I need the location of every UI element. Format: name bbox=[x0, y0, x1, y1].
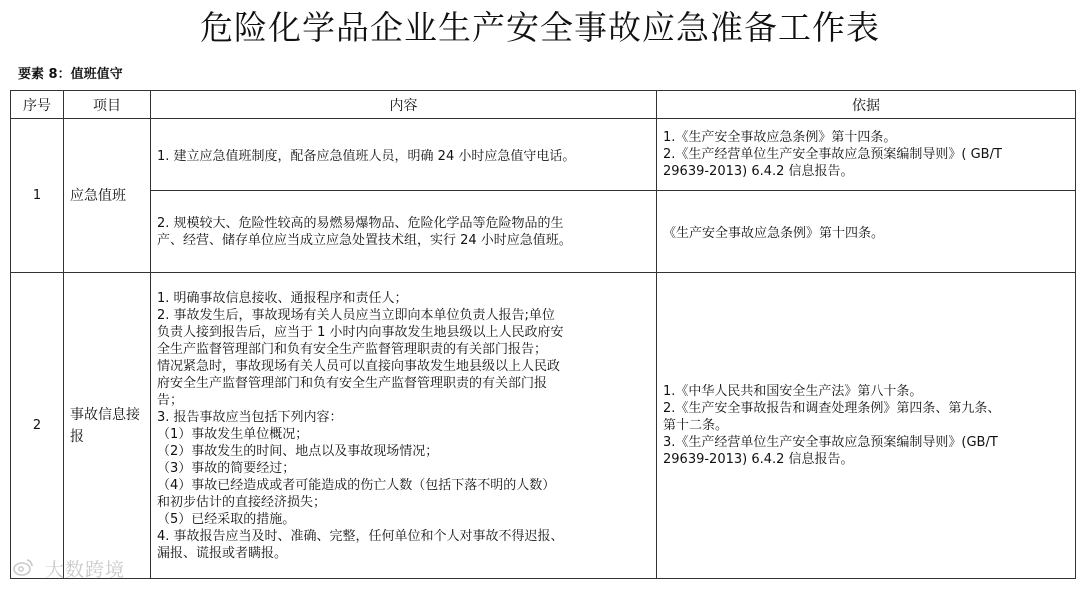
content-line: 负责人接到报告后，应当于 1 小时内向事故发生地县级以上人民政府安 bbox=[157, 324, 564, 340]
header-content: 内容 bbox=[151, 91, 657, 119]
table-header-row bbox=[11, 91, 1076, 119]
content-line: 3. 报告事故应当包括下列内容： bbox=[157, 409, 343, 425]
weibo-icon bbox=[12, 558, 34, 581]
row-1-item: 应急值班 bbox=[64, 119, 151, 273]
row-1-basis-2: 《生产安全事故应急条例》第十四条。 bbox=[657, 191, 1076, 273]
content-line: （3）事故的简要经过； bbox=[157, 460, 296, 476]
content-line: 和初步估计的直接经济损失； bbox=[157, 494, 327, 510]
content-line: （2）事故发生的时间、地点以及事故现场情况； bbox=[157, 443, 439, 459]
content-line: 4. 事故报告应当及时、准确、完整，任何单位和个人对事故不得迟报、 bbox=[157, 528, 564, 544]
header-no: 序号 bbox=[11, 91, 64, 119]
basis-line: 第十二条。 bbox=[663, 418, 729, 433]
row-2-basis bbox=[657, 273, 1076, 579]
content-line: （5）已经采取的措施。 bbox=[157, 511, 296, 527]
content-line: 情况紧急时，事故现场有关人员可以直接向事故发生地县级以上人民政 bbox=[157, 358, 561, 374]
content-line: 全生产监督管理部门和负有安全生产监督管理职责的有关部门报告； bbox=[157, 341, 548, 357]
row-2-content bbox=[151, 273, 657, 579]
content-line: 告； bbox=[157, 392, 184, 408]
basis-line: 29639-2013) 6.4.2 信息报告。 bbox=[663, 452, 854, 467]
content-line: （1）事故发生单位概况； bbox=[157, 426, 309, 442]
basis-line: 2.《生产经营单位生产安全事故应急预案编制导则》( GB/T bbox=[663, 147, 1002, 162]
content-line: 漏报、谎报或者瞒报。 bbox=[157, 545, 288, 561]
content-line: 2. 规模较大、危险性较高的易燃易爆物品、危险化学品等危险物品的生 bbox=[157, 215, 564, 231]
basis-line: 29639-2013) 6.4.2 信息报告。 bbox=[663, 164, 854, 179]
basis-line: 1.《生产安全事故应急条例》第十四条。 bbox=[663, 130, 897, 145]
row-2-item: 事故信息接报 bbox=[64, 273, 151, 579]
content-line: 1. 明确事故信息接收、通报程序和责任人； bbox=[157, 290, 408, 306]
page-title: 危险化学品企业生产安全事故应急准备工作表 bbox=[200, 8, 880, 47]
content-line: 府安全生产监督管理部门和负有安全生产监督管理职责的有关部门报 bbox=[157, 375, 548, 391]
header-item: 项目 bbox=[64, 91, 151, 119]
content-line: 2. 事故发生后，事故现场有关人员应当立即向本单位负责人报告;单位 bbox=[157, 307, 555, 323]
work-table bbox=[10, 90, 1076, 579]
table-row bbox=[11, 119, 1076, 191]
watermark bbox=[12, 555, 125, 582]
table-row bbox=[11, 273, 1076, 579]
basis-line: 3.《生产经营单位生产安全事故应急预案编制导则》(GB/T bbox=[663, 435, 998, 450]
row-1-content-1: 1. 建立应急值班制度，配备应急值班人员，明确 24 小时应急值守电话。 bbox=[151, 119, 657, 191]
basis-line: 2.《生产安全事故报告和调查处理条例》第四条、第九条、 bbox=[663, 401, 1001, 416]
row-2-no: 2 bbox=[11, 273, 64, 579]
row-1-basis-1 bbox=[657, 119, 1076, 191]
basis-line: 1.《中华人民共和国安全生产法》第八十条。 bbox=[663, 384, 923, 399]
table-row bbox=[11, 191, 1076, 273]
watermark-text: 大数跨境 bbox=[45, 559, 126, 581]
row-1-no: 1 bbox=[11, 119, 64, 273]
element-label: 要素 8：值班值守 bbox=[18, 67, 123, 82]
content-line: 产、经营、储存单位应当成立应急处置技术组，实行 24 小时应急值班。 bbox=[157, 232, 572, 248]
header-basis: 依据 bbox=[657, 91, 1076, 119]
content-line: （4）事故已经造成或者可能造成的伤亡人数（包括下落不明的人数） bbox=[157, 477, 556, 493]
row-1-content-2 bbox=[151, 191, 657, 273]
